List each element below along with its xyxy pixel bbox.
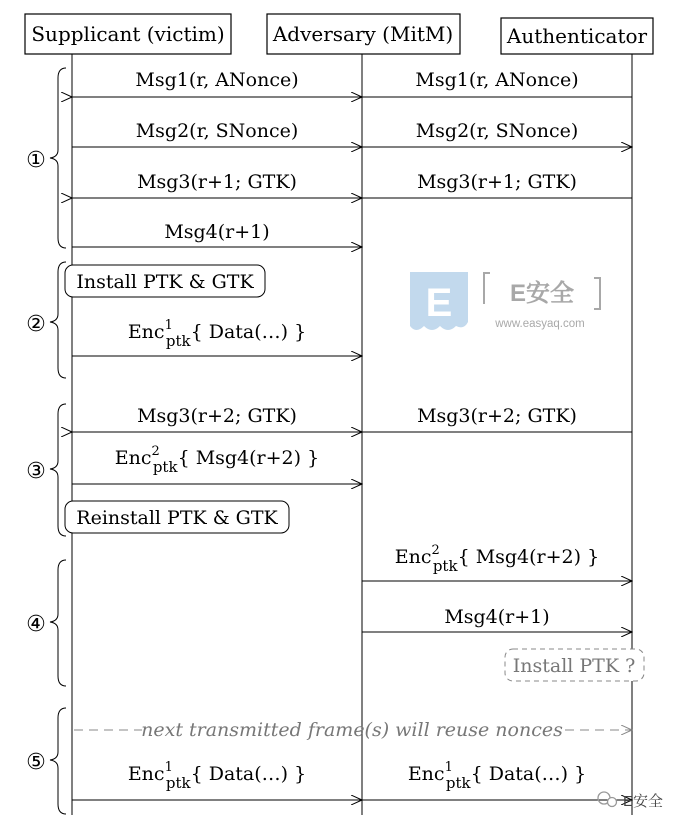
phase4-number: ④ [26, 611, 46, 636]
nonce-reuse-note: next transmitted frame(s) will reuse nonces [141, 719, 563, 741]
msg1-right-label: Msg1(r, ANonce) [415, 69, 579, 91]
p3-msg3-left-label: Msg3(r+2; GTK) [137, 405, 297, 427]
corner-brand: E安全 [623, 793, 664, 810]
supplicant-header [25, 14, 231, 54]
p5-enc-data-right-label: Enc$^1$ ptk{ Data(…) } [407, 760, 587, 792]
phase5-number: ⑤ [26, 749, 46, 774]
phase3-brace [50, 404, 66, 536]
p2-enc-data-label: Enc$^1$ ptk{ Data(…) } [127, 318, 307, 350]
watermark-url: www.easyaq.com [495, 318, 585, 330]
install-question-action [505, 649, 644, 681]
p3-enc-msg4-label: Enc$^2$ ptk{ Msg4(r+2) } [114, 444, 320, 476]
watermark-logo-letter: E [425, 281, 453, 325]
watermark-brand: E安全 [509, 280, 575, 307]
phase1-number: ① [26, 147, 46, 172]
adversary-header [267, 14, 460, 54]
msg3-left-label: Msg3(r+1; GTK) [137, 171, 297, 193]
phase1-brace [50, 68, 66, 248]
p3-msg3-right-label: Msg3(r+2; GTK) [417, 405, 577, 427]
adversary-label: Adversary (MitM) [272, 22, 454, 46]
p4-enc-msg4-label: Enc$^2$ ptk{ Msg4(r+2) } [394, 543, 600, 575]
msg1-left-label: Msg1(r, ANonce) [135, 69, 299, 91]
msg2-left-label: Msg2(r, SNonce) [135, 120, 299, 142]
phase4-brace [50, 560, 66, 686]
supplicant-label: Supplicant (victim) [31, 22, 225, 46]
install-action [65, 265, 265, 297]
msg4-left-label: Msg4(r+1) [164, 221, 270, 243]
authenticator-header [501, 18, 653, 54]
reinstall-label: Reinstall PTK & GTK [76, 507, 278, 529]
p5-enc-data-left-label: Enc$^1$ ptk{ Data(…) } [127, 760, 307, 792]
authenticator-label: Authenticator [506, 24, 648, 48]
reinstall-action [65, 501, 289, 533]
p4-msg4-label: Msg4(r+1) [444, 606, 550, 628]
msg3-right-label: Msg3(r+1; GTK) [417, 171, 577, 193]
easyaq-watermark [410, 272, 600, 330]
phase3-number: ③ [26, 458, 46, 483]
msg2-right-label: Msg2(r, SNonce) [415, 120, 579, 142]
corner-watermark [598, 792, 663, 810]
install-question-label: Install PTK ? [512, 655, 636, 677]
phase2-number: ② [26, 311, 46, 336]
phase5-brace [50, 708, 66, 814]
phase2-brace [50, 262, 66, 378]
install-label: Install PTK & GTK [76, 271, 254, 293]
